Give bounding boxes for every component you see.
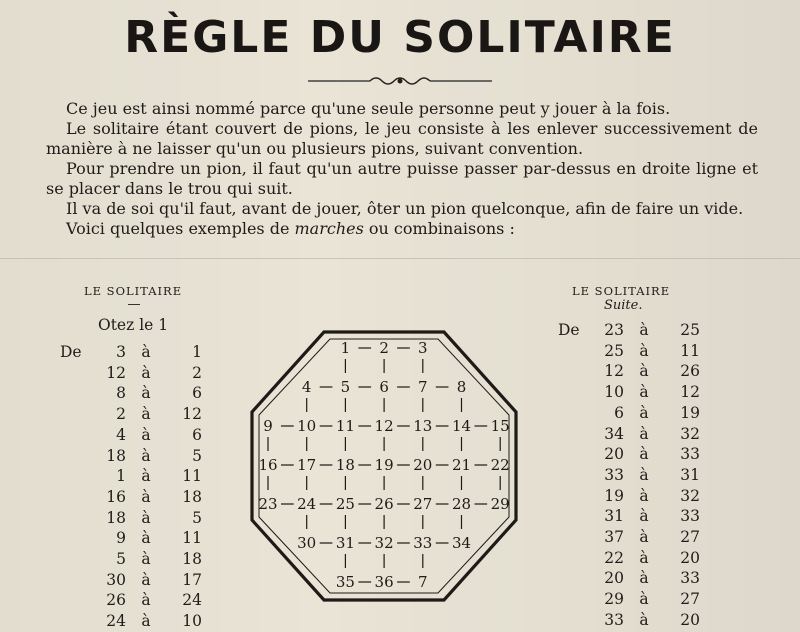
move-a-label: à xyxy=(639,465,649,484)
move-to: 32 xyxy=(680,486,700,505)
intro-paragraph: Le solitaire étant couvert de pions, le jeu consiste à les enlever successivement de manière à ne laisser qu'un ou plusieurs pions, suivant convention. xyxy=(46,119,758,158)
move-from: 23 xyxy=(604,321,624,339)
move-to: 11 xyxy=(680,341,700,360)
move-a-label: à xyxy=(141,446,151,465)
move-de-label xyxy=(558,548,588,569)
right-column-heading: LE SOLITAIRE xyxy=(572,284,671,298)
move-from: 25 xyxy=(604,341,624,360)
move-a-label: à xyxy=(639,383,649,402)
board-hole-number: 20 xyxy=(413,456,433,474)
board-hole-number: 13 xyxy=(413,417,433,435)
move-a-label: à xyxy=(639,548,649,567)
board-hole-number: 27 xyxy=(413,495,433,513)
left-column-heading: LE SOLITAIRE xyxy=(84,284,183,298)
board-hole-number: 25 xyxy=(335,495,355,513)
move-from: 33 xyxy=(604,465,624,484)
move-to: 25 xyxy=(680,321,700,339)
board-hole-number: 3 xyxy=(418,339,428,357)
move-to: 18 xyxy=(182,550,202,569)
move-a-label: à xyxy=(639,445,649,464)
move-to: 2 xyxy=(192,363,202,382)
board-hole-number: 6 xyxy=(379,378,389,396)
solitaire-board-diagram xyxy=(244,328,524,604)
board-hole-number: 9 xyxy=(263,417,273,435)
board-hole-number: 23 xyxy=(258,495,278,513)
move-to: 5 xyxy=(192,446,202,465)
move-from: 2 xyxy=(116,405,126,424)
move-row xyxy=(60,508,202,529)
page-title: RÈGLE DU SOLITAIRE xyxy=(124,12,676,63)
move-de-label xyxy=(60,425,90,446)
move-row xyxy=(558,610,700,631)
move-from: 18 xyxy=(106,508,126,527)
move-de-label xyxy=(558,506,588,527)
move-row xyxy=(558,548,700,569)
move-de-label xyxy=(60,363,90,384)
move-to: 6 xyxy=(192,384,202,403)
board-hole-number: 22 xyxy=(490,456,510,474)
move-from: 16 xyxy=(106,487,126,506)
move-to: 11 xyxy=(182,529,202,548)
board-hole-number: 26 xyxy=(374,495,394,513)
move-row xyxy=(60,404,202,425)
board-hole-number: 15 xyxy=(490,417,510,435)
move-row xyxy=(558,320,700,341)
move-row xyxy=(60,487,202,508)
move-to: 5 xyxy=(192,508,202,527)
board-hole-number: 35 xyxy=(335,573,355,591)
move-to: 26 xyxy=(680,362,700,381)
move-from: 26 xyxy=(106,591,126,610)
board-hole-number: 28 xyxy=(451,495,472,513)
move-to: 19 xyxy=(680,403,700,422)
move-from: 37 xyxy=(604,528,624,547)
intro-paragraph: Pour prendre un pion, il faut qu'un autre puisse passer par-dessus en droite ligne et se placer dans le trou qui suit. xyxy=(46,159,758,198)
move-a-label: à xyxy=(141,529,151,548)
move-row xyxy=(558,486,700,507)
move-de-label xyxy=(558,382,588,403)
move-from: 24 xyxy=(106,612,126,631)
move-from: 5 xyxy=(116,550,126,569)
move-de-label xyxy=(60,487,90,508)
board-hole-number: 33 xyxy=(413,534,433,552)
move-a-label: à xyxy=(141,343,151,361)
move-to: 12 xyxy=(680,383,700,402)
right-moves-table xyxy=(558,320,700,631)
move-a-label: à xyxy=(141,467,151,486)
move-from: 8 xyxy=(116,384,126,403)
board-hole-number: 11 xyxy=(335,417,355,435)
move-a-label: à xyxy=(141,570,151,589)
move-de-label xyxy=(558,527,588,548)
move-row xyxy=(558,568,700,589)
move-to: 33 xyxy=(680,507,700,526)
move-to: 32 xyxy=(680,424,700,443)
move-de-label xyxy=(558,589,588,610)
move-to: 6 xyxy=(192,425,202,444)
move-to: 31 xyxy=(680,465,700,484)
move-row xyxy=(60,549,202,570)
move-from: 30 xyxy=(106,570,126,589)
move-row xyxy=(60,590,202,611)
move-from: 34 xyxy=(604,424,624,443)
move-a-label: à xyxy=(141,550,151,569)
board-hole-number: 34 xyxy=(451,534,472,552)
move-a-label: à xyxy=(639,321,649,339)
move-to: 18 xyxy=(182,487,202,506)
move-a-label: à xyxy=(141,425,151,444)
board-hole-number: 16 xyxy=(258,456,278,474)
move-from: 6 xyxy=(614,403,624,422)
move-a-label: à xyxy=(141,612,151,631)
move-de-label xyxy=(60,446,90,467)
move-to: 12 xyxy=(182,405,202,424)
move-from: 12 xyxy=(106,363,126,382)
board-hole-number: 24 xyxy=(297,495,317,513)
move-a-label: à xyxy=(141,487,151,506)
intro-emphasis: marches xyxy=(294,219,364,238)
move-row xyxy=(558,444,700,465)
move-from: 12 xyxy=(604,362,624,381)
right-column-subheading: Suite. xyxy=(604,298,643,313)
move-to: 20 xyxy=(680,548,700,567)
board-hole-number: 2 xyxy=(379,339,389,357)
move-to: 11 xyxy=(182,467,202,486)
intro-text-run: ou combinaisons : xyxy=(363,219,515,238)
move-row xyxy=(558,361,700,382)
move-de-label: De xyxy=(558,321,580,339)
remove-first-instruction: Otez le 1 xyxy=(98,316,169,334)
move-from: 29 xyxy=(604,590,624,609)
board-hole-number: 14 xyxy=(451,417,472,435)
move-from: 18 xyxy=(106,446,126,465)
board-hole-number: 21 xyxy=(451,456,472,474)
left-column-separator xyxy=(128,304,140,305)
move-from: 19 xyxy=(604,486,624,505)
board-hole-number: 8 xyxy=(456,378,467,396)
move-a-label: à xyxy=(639,424,649,443)
move-row xyxy=(60,528,202,549)
move-row xyxy=(558,527,700,548)
board-hole-number: 32 xyxy=(374,534,394,552)
move-de-label xyxy=(60,590,90,611)
move-from: 10 xyxy=(604,383,624,402)
move-a-label: à xyxy=(639,341,649,360)
move-a-label: à xyxy=(141,508,151,527)
move-de-label xyxy=(558,341,588,362)
board-hole-number: 5 xyxy=(340,378,351,396)
move-de-label xyxy=(60,508,90,529)
move-a-label: à xyxy=(639,507,649,526)
move-row xyxy=(60,383,202,404)
move-from: 22 xyxy=(604,548,624,567)
move-de-label xyxy=(60,549,90,570)
board-hole-number: 31 xyxy=(335,534,355,552)
intro-text xyxy=(46,99,758,239)
board-hole-number: 1 xyxy=(340,339,351,357)
move-row xyxy=(558,341,700,362)
move-a-label: à xyxy=(639,610,649,629)
board-hole-number: 17 xyxy=(297,456,317,474)
move-de-label xyxy=(60,611,90,632)
move-row xyxy=(558,424,700,445)
move-a-label: à xyxy=(639,403,649,422)
board-hole-number: 30 xyxy=(297,534,317,552)
move-row xyxy=(60,611,202,632)
move-to: 10 xyxy=(182,612,202,631)
move-from: 31 xyxy=(604,507,624,526)
move-a-label: à xyxy=(141,363,151,382)
move-to: 33 xyxy=(680,445,700,464)
move-a-label: à xyxy=(141,384,151,403)
move-de-label xyxy=(558,610,588,631)
move-de-label xyxy=(60,383,90,404)
intro-paragraph xyxy=(46,219,758,239)
move-to: 27 xyxy=(680,528,700,547)
move-row xyxy=(60,342,202,363)
board-hole-number: 36 xyxy=(374,573,394,591)
left-moves-table xyxy=(60,342,202,632)
move-from: 3 xyxy=(116,343,126,361)
move-a-label: à xyxy=(639,569,649,588)
move-row xyxy=(558,506,700,527)
move-from: 1 xyxy=(116,467,126,486)
board-hole-number: 4 xyxy=(301,378,312,396)
move-de-label xyxy=(60,404,90,425)
move-de-label xyxy=(558,424,588,445)
move-a-label: à xyxy=(639,590,649,609)
move-row xyxy=(558,382,700,403)
move-row xyxy=(60,425,202,446)
move-to: 20 xyxy=(680,610,700,629)
move-row xyxy=(60,446,202,467)
move-to: 27 xyxy=(680,590,700,609)
move-de-label xyxy=(60,570,90,591)
intro-paragraph: Ce jeu est ainsi nommé parce qu'une seule personne peut y jouer à la fois. xyxy=(66,99,671,118)
board-hole-number: 19 xyxy=(374,456,394,474)
move-a-label: à xyxy=(639,528,649,547)
board-hole-number: 10 xyxy=(297,417,317,435)
move-de-label xyxy=(558,568,588,589)
intro-paragraph: Il va de soi qu'il faut, avant de jouer, ôter un pion quelconque, afin de faire un vide. xyxy=(66,199,744,218)
move-to: 17 xyxy=(182,570,202,589)
move-de-label xyxy=(60,466,90,487)
move-from: 9 xyxy=(116,529,126,548)
move-from: 33 xyxy=(604,610,624,629)
board-hole-number: 29 xyxy=(490,495,510,513)
move-a-label: à xyxy=(141,591,151,610)
move-a-label: à xyxy=(639,362,649,381)
board-hole-number: 18 xyxy=(335,456,355,474)
move-from: 20 xyxy=(604,569,624,588)
move-to: 1 xyxy=(192,343,202,361)
move-row xyxy=(558,403,700,424)
move-from: 20 xyxy=(604,445,624,464)
board-hole-number: 7 xyxy=(418,573,428,591)
move-row xyxy=(558,465,700,486)
intro-text-run: Voici quelques exemples de xyxy=(66,219,295,238)
move-to: 33 xyxy=(680,569,700,588)
move-row xyxy=(60,363,202,384)
move-de-label xyxy=(558,465,588,486)
move-row xyxy=(60,466,202,487)
move-row xyxy=(60,570,202,591)
title-ornament xyxy=(300,74,500,88)
move-de-label xyxy=(558,361,588,382)
board-hole-numbers xyxy=(258,339,509,591)
move-de-label xyxy=(558,403,588,424)
board-hole-number: 12 xyxy=(374,417,394,435)
move-de-label: De xyxy=(60,343,82,361)
move-row xyxy=(558,589,700,610)
board-hole-number: 7 xyxy=(418,378,428,396)
move-a-label: à xyxy=(141,405,151,424)
move-to: 24 xyxy=(182,591,202,610)
paper-fold xyxy=(0,258,800,259)
move-a-label: à xyxy=(639,486,649,505)
move-de-label xyxy=(60,528,90,549)
move-de-label xyxy=(558,444,588,465)
move-from: 4 xyxy=(116,425,126,444)
move-de-label xyxy=(558,486,588,507)
